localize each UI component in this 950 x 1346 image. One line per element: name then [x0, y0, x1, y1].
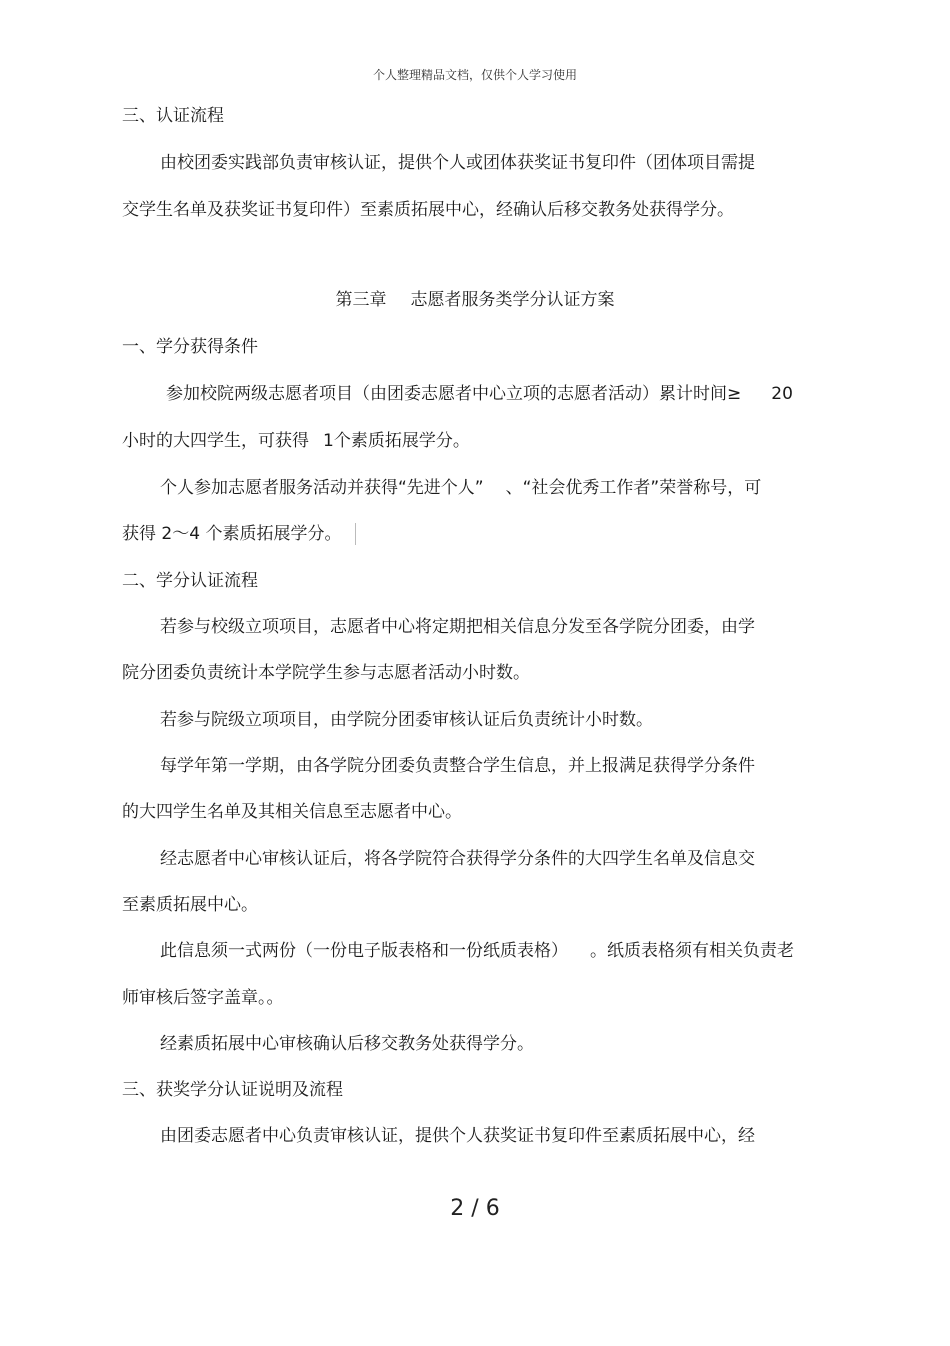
text-run: 20 [771, 384, 793, 404]
text-run: 、“社会优秀工作者”荣誉称号，可 [505, 478, 762, 498]
text-run: 个人参加志愿者服务活动并获得“先进个人” [160, 478, 484, 498]
paragraph-line: 由团委志愿者中心负责审核认证，提供个人获奖证书复印件至素质拓展中心，经 [160, 1126, 755, 1146]
paragraph-line: 由校团委实践部负责审核认证，提供个人或团体获奖证书复印件（团体项目需提 [160, 153, 755, 173]
text-cursor [355, 523, 356, 545]
paragraph-line: 师审核后签字盖章。。 [122, 988, 284, 1008]
text-run: 。纸质表格须有相关负责老 [590, 941, 794, 961]
text-run: 此信息须一式两份（一份电子版表格和一份纸质表格） [160, 941, 568, 961]
paragraph-line [166, 382, 793, 406]
section-heading: 三、认证流程 [122, 106, 224, 126]
paragraph-line: 若参与校级立项项目，志愿者中心将定期把相关信息分发至各学院分团委，由学 [160, 617, 755, 637]
paragraph-line: 院分团委负责统计本学院学生参与志愿者活动小时数。 [122, 663, 530, 683]
paragraph-line [122, 522, 356, 546]
paragraph-line: 至素质拓展中心。 [122, 895, 258, 915]
page-indicator: 2 / 6 [450, 1196, 500, 1221]
paragraph-line: 的大四学生名单及其相关信息至志愿者中心。 [122, 802, 462, 822]
paragraph-line [122, 429, 470, 453]
paragraph-line: 若参与院级立项项目，由学院分团委审核认证后负责统计小时数。 [160, 710, 653, 730]
section-heading: 一、学分获得条件 [122, 337, 258, 357]
text-run: 1个素质拓展学分。 [323, 431, 470, 451]
page-header: 个人整理精品文档，仅供个人学习使用 [372, 68, 577, 82]
paragraph-line [160, 939, 794, 963]
text-run: 获得 2～4 个素质拓展学分。 [122, 524, 342, 544]
chapter-number: 第三章 [335, 290, 387, 310]
paragraph-line: 经素质拓展中心审核确认后移交教务处获得学分。 [160, 1034, 534, 1054]
section-heading: 二、学分认证流程 [122, 571, 258, 591]
chapter-name: 志愿者服务类学分认证方案 [410, 290, 615, 310]
chapter-title [0, 288, 950, 312]
paragraph-line [160, 476, 761, 500]
text-run: 参加校院两级志愿者项目（由团委志愿者中心立项的志愿者活动）累计时间≥ [166, 384, 742, 404]
paragraph-line: 每学年第一学期，由各学院分团委负责整合学生信息，并上报满足获得学分条件 [160, 756, 755, 776]
paragraph-line: 交学生名单及获奖证书复印件）至素质拓展中心，经确认后移交教务处获得学分。 [122, 200, 734, 220]
paragraph-line: 经志愿者中心审核认证后，将各学院符合获得学分条件的大四学生名单及信息交 [160, 849, 755, 869]
text-run: 小时的大四学生，可获得 [122, 431, 309, 451]
section-heading: 三、获奖学分认证说明及流程 [122, 1080, 343, 1100]
